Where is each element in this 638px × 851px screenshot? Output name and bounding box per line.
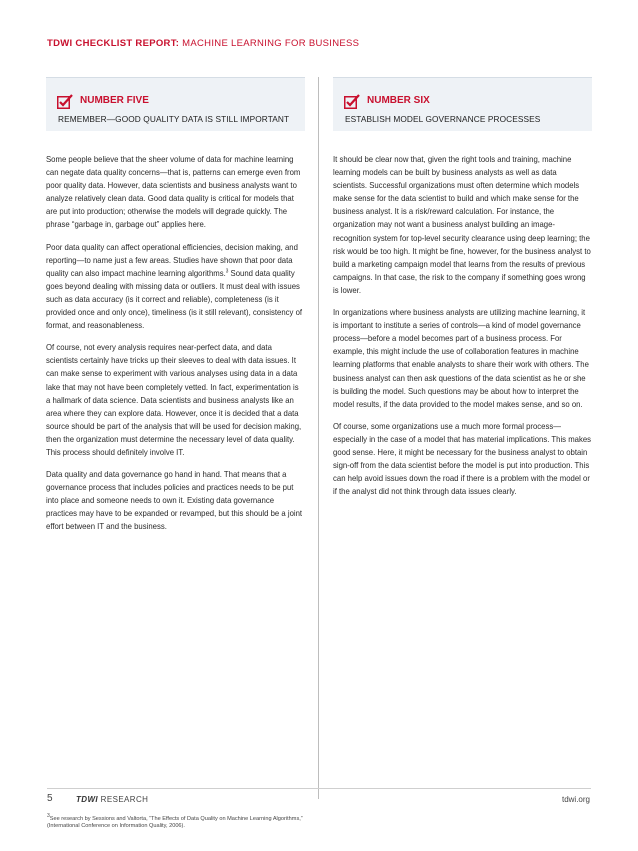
paragraph: Some people believe that the sheer volume of data for machine learning can negate data quality concerns—that is, patterns can emerge even from poor quality data. However, data scientists and business analysts want to analyze relatively clean data. Good data quality is critical for models that are put into production; otherwise the models will degrade quickly. The phrase “garbage in, garbage out” applies here.: [46, 155, 301, 230]
column-divider: [318, 77, 319, 799]
paragraph: Of course, not every analysis requires near-perfect data, and data scientists certainly have tricks up their sleeves to deal with data issues. It can make sense to experiment with various analyses using data in a data lake that may not have been completely vetted. In fact, experimentation is a hallmark of data science. Data scientists and business analysts like an area where they can explore data. However, once it is decided that a data source should be part of the analysis that will be used for decision making, then the organization must determine the necessary level of data quality. This process should definitely involve IT.: [46, 343, 302, 457]
header-title: MACHINE LEARNING FOR BUSINESS: [182, 38, 360, 49]
paragraph: Data quality and data governance go hand in hand. That means that a governance process that includes policies and practices needs to be put into place and someone needs to own it. Existing data governance practices may have to be expanded or revamped, but this should be a joint effort between IT and the business.: [46, 470, 303, 532]
footnote: [47, 813, 327, 831]
section-body: [46, 153, 305, 534]
paragraph: In organizations where business analysts are utilizing machine learning, it is important to institute a series of controls—a kind of model governance process—before a model becomes part of a business process. For example, this might include the use of collaboration features in machine learning platforms that enable analysts to share their work with others. The business analyst can then ask questions of the data scientist as he or she is building the model. Such questions may be about how to interpret the model results, if the data provided to the model makes sense, and so on.: [333, 308, 589, 409]
footer-site-link[interactable]: tdwi.org: [561, 795, 590, 804]
paragraph: [46, 241, 305, 333]
section-subtitle: REMEMBER—GOOD QUALITY DATA IS STILL IMPORTANT: [58, 114, 290, 124]
logo-mark: TDWI: [76, 795, 99, 804]
section-number: NUMBER FIVE: [80, 95, 149, 106]
logo-text: RESEARCH: [100, 795, 149, 804]
footer-rule: [47, 788, 591, 789]
header-brand: TDWI CHECKLIST REPORT:: [47, 38, 180, 49]
paragraph: Of course, some organizations use a much more formal process—especially in the case of a model that has material implications. This makes good sense. Here, it might be necessary for the business analyst to obtain sign-off from the data scientist before the model is put into production. This can help avoid issues down the road if there is a problem with the model or if the analyst did not think through data issues clearly.: [333, 421, 592, 497]
footer-logo: [76, 795, 148, 804]
footnote-marker: 3: [47, 813, 50, 820]
checkbox-check-icon: [57, 94, 73, 109]
paragraph-text: Poor data quality can affect operational efficiencies, decision making, and reporting—to name just a few areas. Studies have shown that poor data quality can also impact machine learning algorithms.: [46, 242, 298, 278]
checkbox-check-icon: [344, 94, 360, 109]
footnote-text: See research by Sessions and Valtorta, “The Effects of Data Quality on Machine Learning Algorithms,” (International Conference on Information Quality, 2006).: [47, 816, 303, 830]
section-heading-box: [333, 77, 592, 131]
paragraph-text: Sound data quality goes beyond dealing with missing data or outliers. It must deal with issues such as data accuracy (is it correct and reliable), completeness (is it provided once and only once), timeliness (is it still relevant), consistency of format, and reasonableness.: [46, 268, 303, 331]
section-body: [333, 153, 592, 498]
section-number: NUMBER SIX: [367, 95, 430, 106]
section-subtitle: ESTABLISH MODEL GOVERNANCE PROCESSES: [345, 114, 541, 124]
page-number: 5: [47, 793, 53, 804]
column-right: [333, 77, 592, 507]
footnote-ref: 3: [225, 268, 229, 274]
column-left: [46, 77, 305, 543]
paragraph: It should be clear now that, given the right tools and training, machine learning models can be built by business analysts as well as data scientists. Successful organizations must often determine which models make sense for the data scientist to build and which make sense for the business analyst. It is a risk/reward calculation. For instance, the organization may not want a business analyst building an image-recognition system for top-level security clearance using deep learning; the risk would be too high. It might be fine, however, for the business analyst to build a marketing campaign model that learns from the results of previous campaigns. In that case, the risk to the company if something goes wrong is lower.: [333, 155, 591, 295]
running-header: [47, 38, 359, 49]
section-heading-box: [46, 77, 305, 131]
